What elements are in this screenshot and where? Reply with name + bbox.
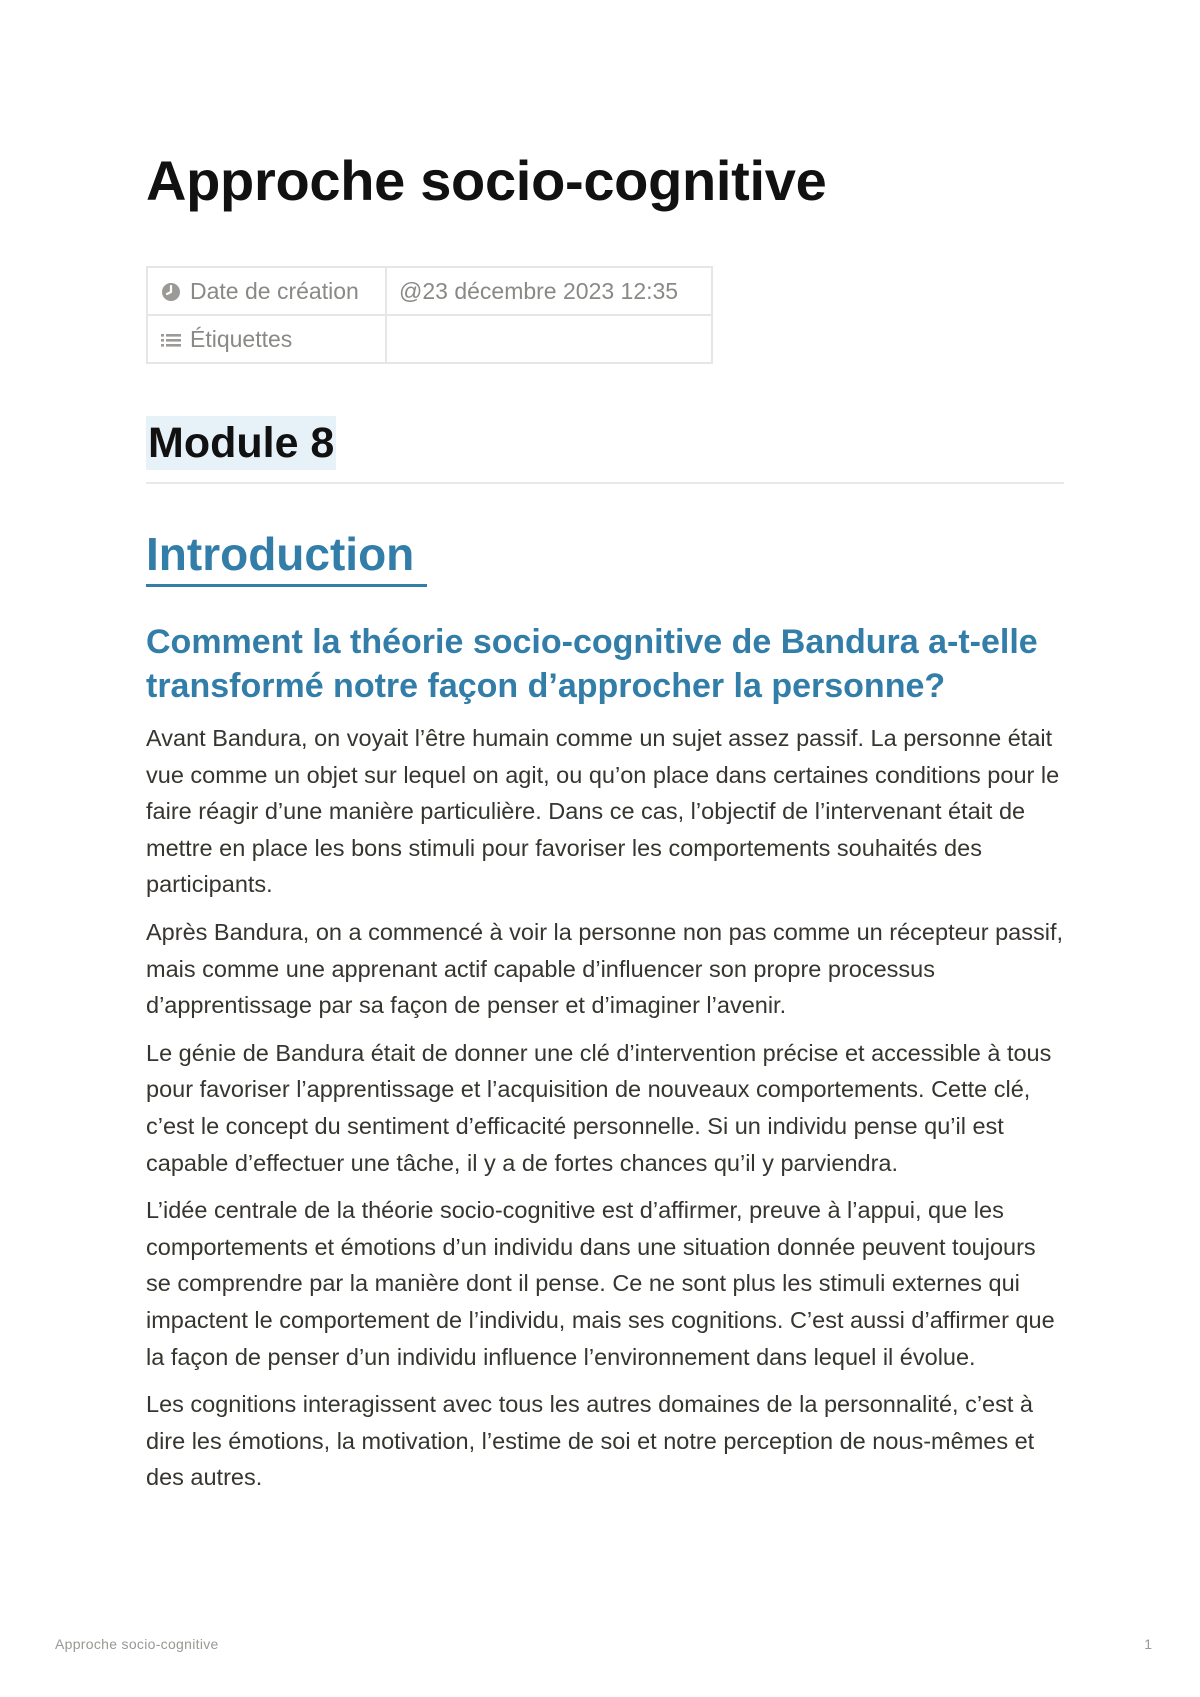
module-heading: Module 8 [146, 416, 336, 470]
footer-page-number: 1 [1144, 1636, 1152, 1652]
body-text [146, 720, 1064, 1507]
paragraph: L’idée centrale de la théorie socio-cognitive est d’affirmer, preuve à l’appui, que les comportements et émotions d’un individu dans une situation donnée peuvent toujours se comprendre par la manière dont il pense. Ce ne sont plus les stimuli externes qui impactent le comportement de l’individu, mais ses cognitions. C’est aussi d’affirmer que la façon de penser d’un individu influence l’environnement dans lequel il évolue. [146, 1197, 1055, 1370]
paragraph: Les cognitions interagissent avec tous les autres domaines de la personnalité, c’est à dire les émotions, la motivation, l’estime de soi et notre perception de nous-mêmes et des autres. [146, 1391, 1035, 1491]
subsection-heading-question: Comment la théorie socio-cognitive de Bandura a-t-elle transformé notre façon d’approcher la personne? [146, 623, 1038, 705]
paragraph: Après Bandura, on a commencé à voir la personne non pas comme un récepteur passif, mais comme une apprenant actif capable d’influencer son propre processus d’apprentissage par sa façon de penser et d’imaginer l’avenir. [146, 918, 1064, 1019]
page-title: Approche socio-cognitive [146, 149, 827, 212]
paragraph: Avant Bandura, on voyait l’être humain comme un sujet assez passif. La personne était vue comme un objet sur lequel on agit, ou qu’on place dans certaines conditions pour le faire réagir d’une manière particulière. Dans ce cas, l’objectif de l’intervenant était de mettre en place les bons stimuli pour favoriser les comportements souhaités des participants. [146, 725, 1060, 898]
clock-icon [160, 281, 182, 303]
property-key-label: Date de création [190, 277, 359, 304]
module-heading-block [146, 416, 1064, 484]
property-row-created [147, 267, 712, 315]
property-key-label: Étiquettes [190, 325, 293, 352]
property-value-created[interactable]: @23 décembre 2023 12:35 [386, 267, 712, 315]
property-row-tags [147, 315, 712, 363]
section-heading-introduction: Introduction [146, 528, 427, 587]
footer-document-title: Approche socio-cognitive [55, 1636, 219, 1652]
properties-table [146, 266, 713, 364]
list-icon [160, 329, 182, 351]
paragraph: Le génie de Bandura était de donner une clé d’intervention précise et accessible à tous pour favoriser l’apprentissage et l’acquisition de nouveaux comportements. Cette clé, c’est le concept du sentiment d’efficacité personnelle. Si un individu pense qu’il est capable d’effectuer une tâche, il y a de fortes chances qu’il y parviendra. [146, 1039, 1052, 1176]
property-value-tags[interactable] [386, 315, 712, 363]
property-key-cell [147, 315, 386, 363]
property-key-cell [147, 267, 386, 315]
